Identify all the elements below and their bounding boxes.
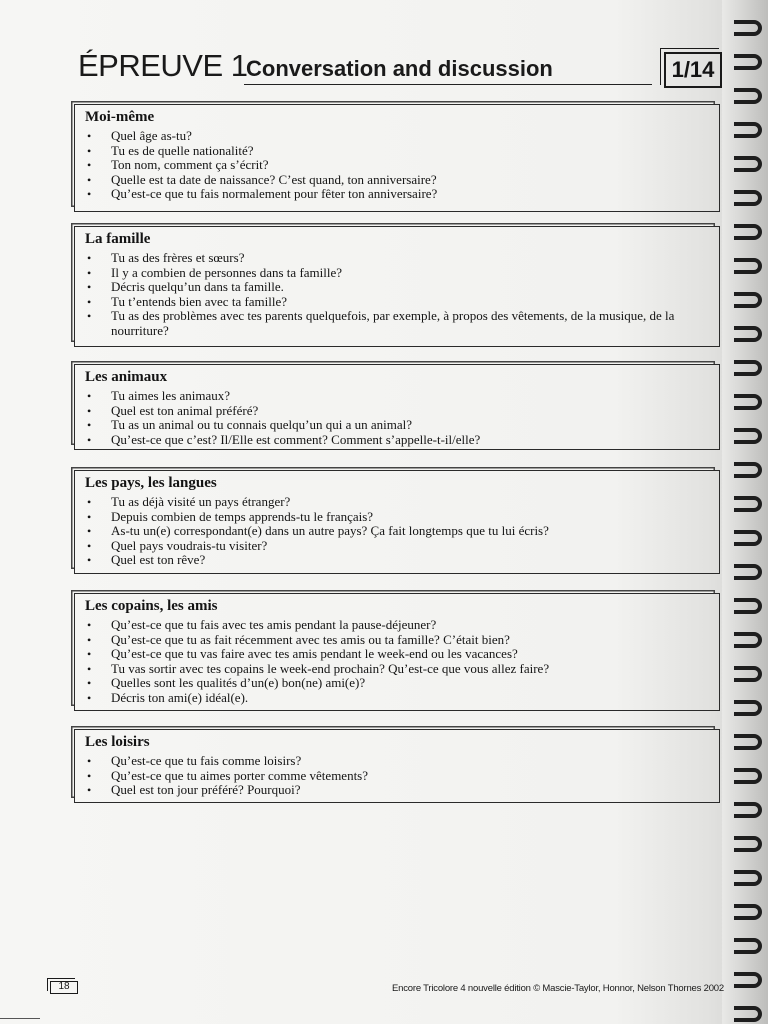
spiral-ring — [734, 88, 762, 104]
spiral-ring — [734, 428, 762, 444]
spiral-ring — [734, 258, 762, 274]
question-item: • Ton nom, comment ça s’écrit? — [85, 158, 711, 173]
question-item: • Qu’est-ce que tu as fait récemment avec tes amis ou ta famille? C’était bien? — [85, 633, 711, 648]
question-item: • Quelles sont les qualités d’un(e) bon(ne) ami(e)? — [85, 676, 711, 691]
question-list — [85, 495, 711, 568]
section-title: Moi-même — [85, 109, 155, 125]
question-item: • Tu vas sortir avec tes copains le week-end prochain? Qu’est-ce que vous allez faire? — [85, 662, 711, 677]
question-item: • Tu aimes les animaux? — [85, 389, 711, 404]
sheet-number-badge: 1/14 — [664, 52, 722, 88]
question-item: • Tu as des frères et sœurs? — [85, 251, 711, 266]
spiral-ring — [734, 360, 762, 376]
question-item: • Quel est ton animal préféré? — [85, 404, 711, 419]
section-title: La famille — [85, 231, 151, 247]
section-les-loisirs — [74, 729, 720, 803]
question-list — [85, 389, 711, 447]
spiral-ring — [734, 20, 762, 36]
spiral-ring — [734, 768, 762, 784]
spiral-ring — [734, 156, 762, 172]
question-item: • Qu’est-ce que tu aimes porter comme vêtements? — [85, 769, 711, 784]
spiral-ring — [734, 802, 762, 818]
question-item: • As-tu un(e) correspondant(e) dans un autre pays? Ça fait longtemps que tu lui écris? — [85, 524, 711, 539]
spiral-ring — [734, 326, 762, 342]
question-item: • Qu’est-ce que c’est? Il/Elle est comment? Comment s’appelle-t-il/elle? — [85, 433, 711, 448]
spiral-ring — [734, 836, 762, 852]
spiral-ring — [734, 598, 762, 614]
question-item: • Tu as des problèmes avec tes parents quelquefois, par exemple, à propos des vêtements, de la musique, de la nourriture? — [85, 309, 711, 338]
copyright-footer: Encore Tricolore 4 nouvelle édition © Mascie-Taylor, Honnor, Nelson Thornes 2002 — [392, 983, 724, 994]
question-list — [85, 618, 711, 706]
question-item: • Quel est ton rêve? — [85, 553, 711, 568]
spiral-ring — [734, 700, 762, 716]
question-item: • Décris quelqu’un dans ta famille. — [85, 280, 711, 295]
section-les-pays-les-langues — [74, 470, 720, 574]
section-title: Les copains, les amis — [85, 598, 218, 614]
section-title: Les animaux — [85, 369, 168, 385]
spiral-ring — [734, 190, 762, 206]
question-item: • Il y a combien de personnes dans ta famille? — [85, 266, 711, 281]
question-list — [85, 129, 711, 202]
question-item: • Qu’est-ce que tu fais comme loisirs? — [85, 754, 711, 769]
spiral-ring — [734, 122, 762, 138]
spiral-ring — [734, 938, 762, 954]
spiral-ring — [734, 496, 762, 512]
spiral-ring — [734, 564, 762, 580]
question-item: • Quel est ton jour préféré? Pourquoi? — [85, 783, 711, 798]
section-title: Les pays, les langues — [85, 475, 217, 491]
spiral-ring — [734, 394, 762, 410]
spiral-ring — [734, 972, 762, 988]
question-item: • Tu as un animal ou tu connais quelqu’un qui a un animal? — [85, 418, 711, 433]
question-item: • Tu as déjà visité un pays étranger? — [85, 495, 711, 510]
spiral-ring — [734, 462, 762, 478]
question-list — [85, 754, 711, 798]
section-les-animaux — [74, 364, 720, 450]
spiral-ring — [734, 734, 762, 750]
section-title: Les loisirs — [85, 734, 150, 750]
question-item: • Décris ton ami(e) idéal(e). — [85, 691, 711, 706]
spiral-ring — [734, 632, 762, 648]
question-item: • Tu es de quelle nationalité? — [85, 144, 711, 159]
question-item: • Qu’est-ce que tu fais normalement pour fêter ton anniversaire? — [85, 187, 711, 202]
spiral-ring — [734, 292, 762, 308]
question-item: • Quel pays voudrais-tu visiter? — [85, 539, 711, 554]
spiral-ring — [734, 530, 762, 546]
title-underline — [244, 84, 652, 85]
spiral-ring — [734, 666, 762, 682]
spiral-ring — [734, 904, 762, 920]
page-header — [78, 46, 718, 92]
section-la-famille — [74, 226, 720, 347]
question-item: • Tu t’entends bien avec ta famille? — [85, 295, 711, 310]
bottom-edge-line — [0, 1018, 40, 1019]
spiral-ring — [734, 1006, 762, 1022]
spiral-ring — [734, 870, 762, 886]
section-moi-meme — [74, 104, 720, 212]
exam-label: ÉPREUVE 1 — [78, 48, 248, 83]
spiral-binding — [722, 0, 768, 1024]
section-les-copains-les-amis — [74, 593, 720, 711]
spiral-ring — [734, 224, 762, 240]
question-item: • Qu’est-ce que tu vas faire avec tes amis pendant le week-end ou les vacances? — [85, 647, 711, 662]
page-title: Conversation and discussion — [246, 56, 553, 81]
question-list — [85, 251, 711, 339]
question-item: • Quelle est ta date de naissance? C’est quand, ton anniversaire? — [85, 173, 711, 188]
spiral-ring — [734, 54, 762, 70]
question-item: • Depuis combien de temps apprends-tu le français? — [85, 510, 711, 525]
page-number: 18 — [50, 981, 78, 994]
question-item: • Qu’est-ce que tu fais avec tes amis pendant la pause-déjeuner? — [85, 618, 711, 633]
question-item: • Quel âge as-tu? — [85, 129, 711, 144]
